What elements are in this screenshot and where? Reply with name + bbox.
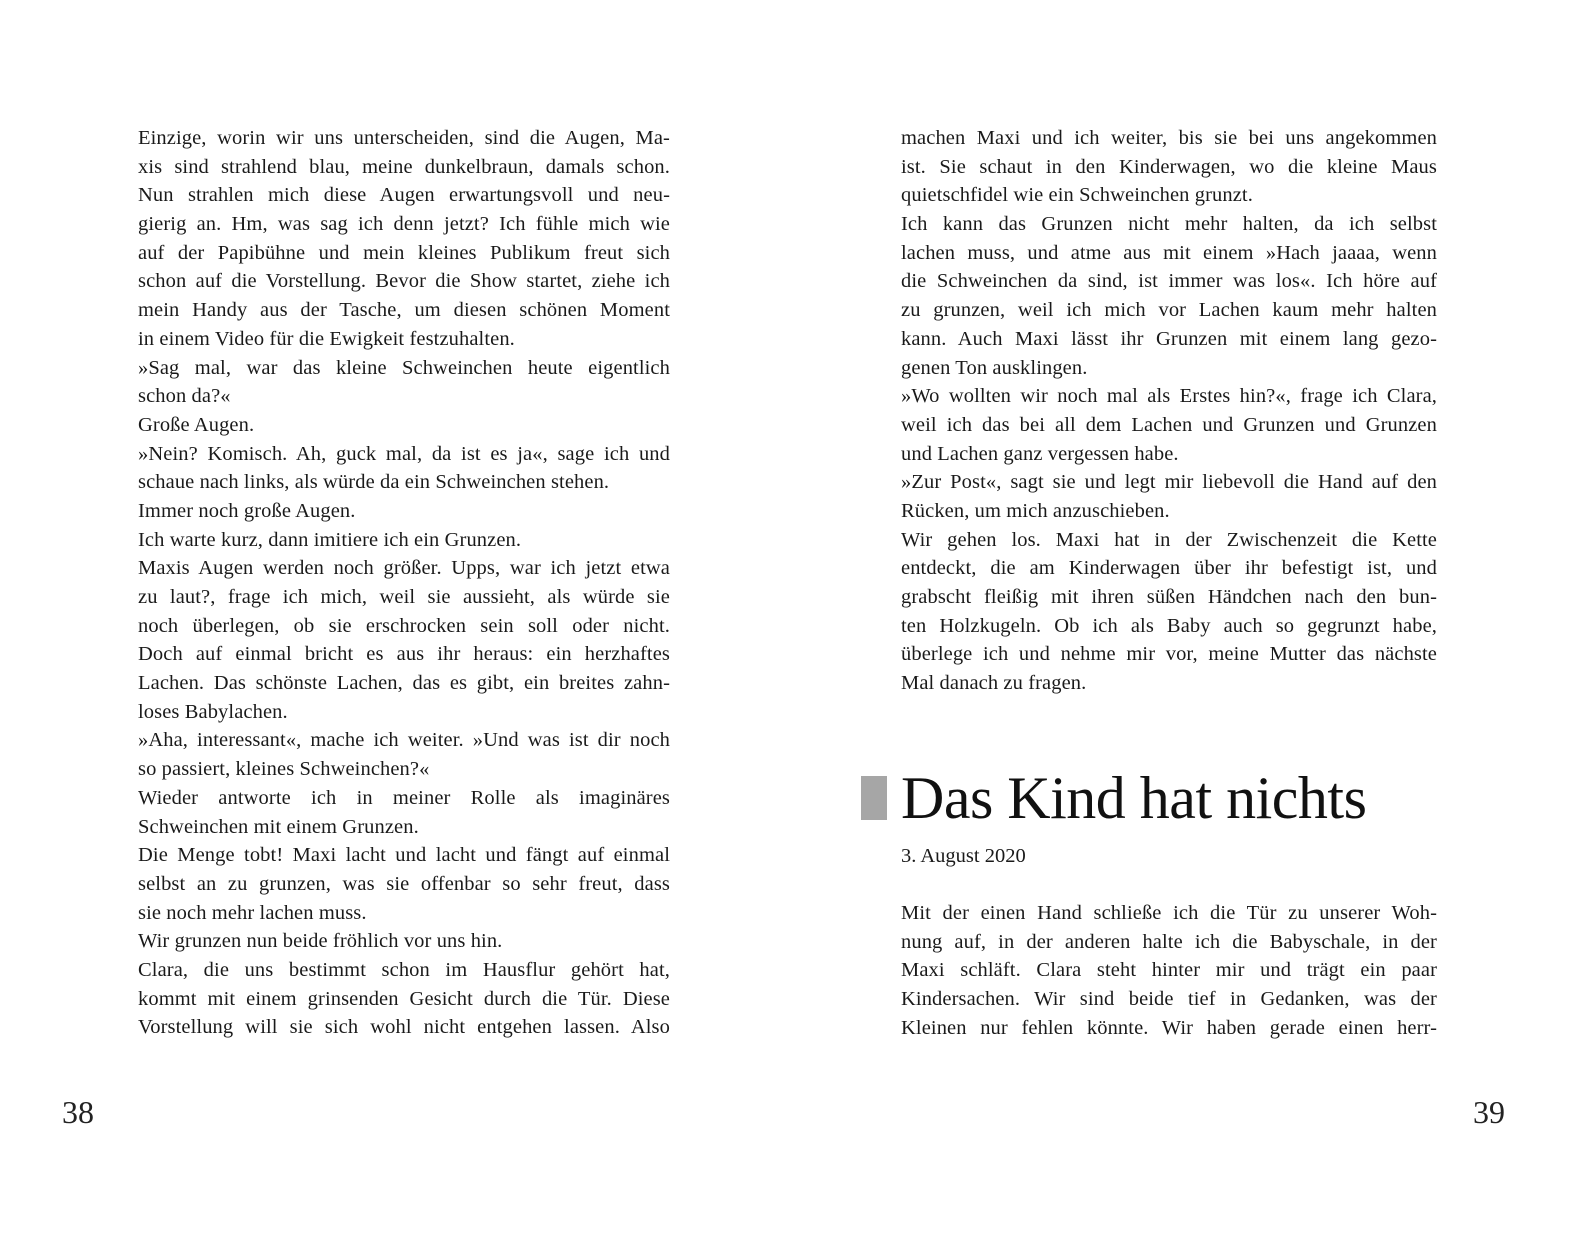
left-page-text-line: Maxis Augen werden noch größer. Upps, war ich jetzt etwa (138, 557, 670, 580)
left-page-text-line: Schweinchen mit einem Grunzen. (138, 815, 419, 838)
right-page (797, 0, 1594, 1240)
chapter-marker-bar (861, 776, 887, 820)
left-page-text-line: mein Handy aus der Tasche, um diesen schönen Moment (138, 299, 670, 322)
right-page-text-line: lachen muss, und atme aus mit einem »Hach jaaaa, wenn (901, 241, 1437, 264)
left-page-text-line: kommt mit einem grinsenden Gesicht durch die Tür. Diese (138, 987, 670, 1010)
left-page-text-line: Clara, die uns bestimmt schon im Hausflur gehört hat, (138, 958, 670, 981)
right-page-text-line: und Lachen ganz vergessen habe. (901, 442, 1179, 465)
right-page-body-text-bottom (901, 899, 1437, 1042)
left-page-text-line: auf der Papibühne und mein kleines Publikum freut sich (138, 241, 670, 264)
right-page-text-line: zu grunzen, weil ich mich vor Lachen kaum mehr halten (901, 299, 1437, 322)
left-page-text-line: zu laut?, frage ich mich, weil sie aussieht, als würde sie (138, 586, 670, 608)
left-page-text-line: sie noch mehr lachen muss. (138, 901, 367, 924)
right-page-text-line: die Schweinchen da sind, ist immer was los«. Ich höre auf (901, 270, 1437, 293)
left-page-text-line: Wieder antworte ich in meiner Rolle als imaginäres (138, 786, 670, 809)
chapter-date: 3. August 2020 (901, 845, 1026, 867)
left-page-text-line: »Sag mal, war das kleine Schweinchen heute eigentlich (138, 356, 670, 379)
left-page-text-line: noch überlegen, ob sie erschrocken sein soll oder nicht. (138, 614, 670, 637)
right-page-text-line: weil ich das bei all dem Lachen und Grunzen und Grunzen (901, 413, 1437, 436)
left-page-text-line: loses Babylachen. (138, 700, 288, 723)
left-page-text-line: so passiert, kleines Schweinchen?« (138, 758, 430, 781)
right-page-text-line: machen Maxi und ich weiter, bis sie bei uns angekommen (901, 127, 1437, 149)
left-page-text-line: Nun strahlen mich diese Augen erwartungsvoll und neu- (138, 184, 670, 207)
right-page-text-line: grabscht fleißig mit ihren süßen Händchen nach den bun- (901, 586, 1437, 608)
left-page-text-line: in einem Video für die Ewigkeit festzuhalten. (138, 327, 515, 350)
right-page-text-line: »Wo wollten wir noch mal als Erstes hin?«, frage ich Clara, (901, 385, 1437, 408)
left-page-text-line: selbst an zu grunzen, was sie offenbar so sehr freut, dass (138, 872, 670, 895)
right-page-text-line: entdeckt, die am Kinderwagen über ihr befestigt ist, und (901, 557, 1437, 580)
left-page-text-line: Immer noch große Augen. (138, 499, 356, 522)
left-page-body-text (138, 124, 670, 1042)
right-page-text-line: kann. Auch Maxi lässt ihr Grunzen mit einem lang gezo- (901, 327, 1437, 350)
page-number-right: 39 (1473, 1094, 1505, 1130)
left-page-text-line: »Nein? Komisch. Ah, guck mal, da ist es ja«, sage ich und (138, 442, 670, 465)
left-page-text-line: Wir grunzen nun beide fröhlich vor uns hin. (138, 930, 503, 953)
right-page-text-line: Wir gehen los. Maxi hat in der Zwischenzeit die Kette (901, 528, 1437, 551)
right-page-chapter-text-line: Mit der einen Hand schließe ich die Tür zu unserer Woh- (901, 902, 1437, 924)
left-page-text-line: Lachen. Das schönste Lachen, das es gibt, ein breites zahn- (138, 672, 670, 695)
right-page-text-line: Rücken, um mich anzuschieben. (901, 499, 1170, 522)
right-page-text-line: »Zur Post«, sagt sie und legt mir liebevoll die Hand auf den (901, 471, 1437, 494)
right-page-chapter-text-line: Kleinen nur fehlen könnte. Wir haben gerade einen herr- (901, 1016, 1437, 1039)
left-page-text-line: Einzige, worin wir uns unterscheiden, sind die Augen, Ma- (138, 127, 670, 149)
left-page-text-line: Große Augen. (138, 413, 255, 436)
right-page-chapter-text-line: nung auf, in der anderen halte ich die Babyschale, in der (901, 930, 1437, 953)
left-page-text-line: Vorstellung will sie sich wohl nicht entgehen lassen. Also (138, 1016, 670, 1039)
page-number-left: 38 (62, 1094, 94, 1130)
left-page-text-line: schaue nach links, als würde da ein Schweinchen stehen. (138, 471, 610, 494)
right-page-text-line: Mal danach zu fragen. (901, 672, 1087, 695)
right-page-chapter-text-line: Kindersachen. Wir sind beide tief in Gedanken, was der (901, 988, 1437, 1011)
right-page-text-line: Ich kann das Grunzen nicht mehr halten, da ich selbst (901, 213, 1437, 236)
left-page-text-line: Ich warte kurz, dann imitiere ich ein Grunzen. (138, 528, 522, 551)
left-page-text-line: schon da?« (138, 385, 231, 408)
right-page-text-line: ist. Sie schaut in den Kinderwagen, wo die kleine Maus (901, 155, 1437, 178)
left-page-text-line: xis sind strahlend blau, meine dunkelbraun, damals schon. (138, 155, 670, 178)
left-page-text-line: Doch auf einmal bricht es aus ihr heraus: ein herzhaftes (138, 643, 670, 666)
right-page-chapter-text-line: Maxi schläft. Clara steht hinter mir und trägt ein paar (901, 959, 1437, 982)
right-page-text-line: quietschfidel wie ein Schweinchen grunzt. (901, 184, 1253, 207)
right-page-text-line: ten Holzkugeln. Ob ich als Baby auch so gegrunzt habe, (901, 614, 1437, 637)
chapter-title: Das Kind hat nichts (901, 765, 1367, 831)
right-page-text-line: genen Ton ausklingen. (901, 356, 1088, 379)
left-page-text-line: »Aha, interessant«, mache ich weiter. »Und was ist dir noch (138, 729, 670, 752)
left-page-text-line: schon auf die Vorstellung. Bevor die Show startet, ziehe ich (138, 270, 670, 293)
right-page-text-line: überlege ich und nehme mir vor, meine Mutter das nächste (901, 643, 1437, 666)
right-page-body-text-top (901, 124, 1437, 698)
left-page-text-line: Die Menge tobt! Maxi lacht und lacht und fängt auf einmal (138, 844, 670, 867)
left-page-text-line: gierig an. Hm, was sag ich denn jetzt? Ich fühle mich wie (138, 213, 670, 236)
